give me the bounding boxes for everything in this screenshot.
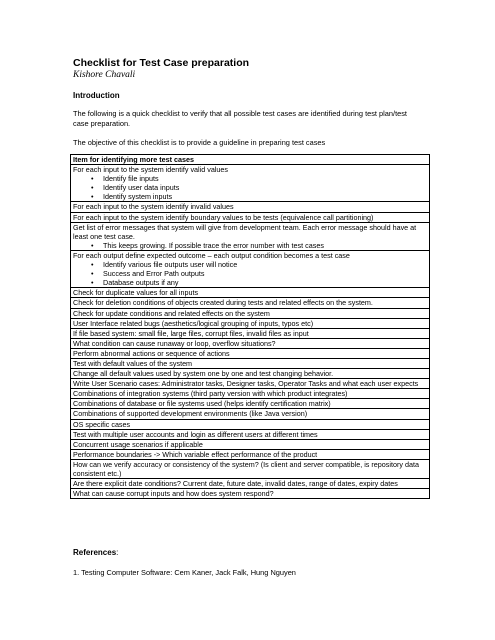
table-cell (71, 369, 430, 379)
table-cell (71, 459, 430, 478)
table-cell (71, 202, 430, 212)
table-row (71, 489, 430, 499)
checklist-item-text: Check for update conditions and related effects on the system (73, 308, 270, 318)
table-cell (71, 250, 430, 287)
checklist-item-text: If file based system: small file, large files, corrupt files, invalid files as input (73, 328, 309, 338)
references-heading-text: References (73, 548, 117, 557)
bullet-item: • Success and Error Path outputs (91, 269, 427, 278)
checklist-item-text: Write User Scenario cases: Administrator tasks, Designer tasks, Operator Tasks and what each user expects (73, 379, 419, 389)
table-row (71, 379, 430, 389)
table-cell (71, 439, 430, 449)
checklist-table (70, 154, 430, 499)
checklist-item-text: User Interface related bugs (aesthetics/logical grouping of inputs, typos etc) (73, 318, 314, 328)
author-name: Kishore Chavali (73, 70, 136, 80)
table-row (71, 250, 430, 287)
table-row (71, 338, 430, 348)
table-cell (71, 358, 430, 368)
table-row (71, 202, 430, 212)
table-row (71, 288, 430, 298)
table-row (71, 222, 430, 250)
checklist-item-text: What can cause corrupt inputs and how does system respond? (73, 489, 274, 499)
page-title: Checklist for Test Case preparation (73, 57, 250, 69)
table-row (71, 165, 430, 202)
table-row (71, 439, 430, 449)
checklist-item-text: For each input to the system identify valid values (73, 165, 229, 175)
checklist-item-text: For each input to the system identify invalid values (73, 202, 234, 212)
table-cell (71, 479, 430, 489)
checklist-item-text: For each input to the system identify boundary values to be tests (equivalence call partitioning) (73, 212, 374, 222)
table-row (71, 459, 430, 478)
table-row (71, 212, 430, 222)
table-cell (71, 222, 430, 250)
table-cell (71, 379, 430, 389)
references-heading-colon: : (116, 548, 119, 557)
table-cell (71, 399, 430, 409)
table-row (71, 399, 430, 409)
table-cell (71, 348, 430, 358)
table-row (71, 409, 430, 419)
table-row (71, 328, 430, 338)
bullet-item: • Database outputs if any (91, 278, 427, 287)
table-cell (71, 212, 430, 222)
table-row (71, 318, 430, 328)
table-row (71, 298, 430, 308)
table-cell (71, 165, 430, 202)
checklist-item-text: Combinations of database or file systems used (helps identify certification matrix) (73, 399, 331, 409)
table-cell (71, 298, 430, 308)
intro-paragraph: The following is a quick checklist to verify that all possible test cases are identified during test plan/test case preparation. (73, 109, 407, 128)
table-cell (71, 328, 430, 338)
table-header-row (71, 155, 430, 165)
intro-heading: Introduction (73, 91, 120, 100)
checklist-item-text: Change all default values used by system one by one and test changing behavior. (73, 369, 334, 379)
table-cell (71, 288, 430, 298)
checklist-item-text: What condition can cause runaway or loop, overflow situations? (73, 338, 276, 348)
bullet-item: • Identify user data inputs (91, 183, 427, 192)
table-cell (71, 449, 430, 459)
table-row (71, 389, 430, 399)
references-heading (73, 548, 118, 557)
reference-item: 1. Testing Computer Software: Cem Kaner, Jack Falk, Hung Nguyen (73, 568, 296, 577)
checklist-item-text: Performance boundaries -> Which variable effect performance of the product (73, 449, 318, 459)
table-cell (71, 419, 430, 429)
checklist-item-text: Check for duplicate values for all inputs (73, 288, 199, 298)
table-row (71, 348, 430, 358)
checklist-item-text: Test with default values of the system (73, 358, 193, 368)
checklist-item-text: Check for deletion conditions of objects created during tests and related effects on the system. (73, 298, 373, 308)
checklist-item-text: Get list of error messages that system will give from development team. Each error message should have at least one test case. (73, 222, 417, 241)
table-cell (71, 409, 430, 419)
table-cell (71, 318, 430, 328)
bullet-list (73, 174, 427, 201)
table-row (71, 479, 430, 489)
bullet-item: • Identify file inputs (91, 174, 427, 183)
table-row (71, 449, 430, 459)
table-cell (71, 389, 430, 399)
checklist-item-text: Combinations of supported development environments (like Java version) (73, 409, 308, 419)
table-row (71, 429, 430, 439)
table-header-cell: Item for identifying more test cases (71, 155, 430, 165)
checklist-item-text: Concurrent usage scenarios if applicable (73, 439, 203, 449)
checklist-item-text: Are there explicit date conditions? Current date, future date, invalid dates, range of dates, expiry dates (73, 479, 398, 489)
bullet-list (73, 241, 427, 250)
checklist-item-text: Combinations of integration systems (third party version with which product integrates) (73, 389, 348, 399)
table-row (71, 369, 430, 379)
objective-paragraph: The objective of this checklist is to provide a guideline in preparing test cases (73, 138, 326, 147)
checklist-item-text: For each output define expected outcome – each output condition becomes a test case (73, 250, 350, 260)
table-row (71, 358, 430, 368)
checklist-item-text: Perform abnormal actions or sequence of actions (73, 348, 230, 358)
table-row (71, 419, 430, 429)
table-row (71, 308, 430, 318)
table-cell (71, 338, 430, 348)
bullet-item: • This keeps growing. If possible trace the error number with test cases (91, 241, 427, 250)
table-cell (71, 489, 430, 499)
checklist-item-text: How can we verify accuracy or consistency of the system? (Is client and server compatible, is repository data consistent etc.) (73, 459, 419, 478)
bullet-item: • Identify various file outputs user will notice (91, 260, 427, 269)
bullet-item: • Identify system inputs (91, 192, 427, 201)
checklist-item-text: Test with multiple user accounts and login as different users at different times (73, 429, 318, 439)
bullet-list (73, 260, 427, 287)
checklist-item-text: OS specific cases (73, 419, 131, 429)
table-cell (71, 308, 430, 318)
table-cell (71, 429, 430, 439)
